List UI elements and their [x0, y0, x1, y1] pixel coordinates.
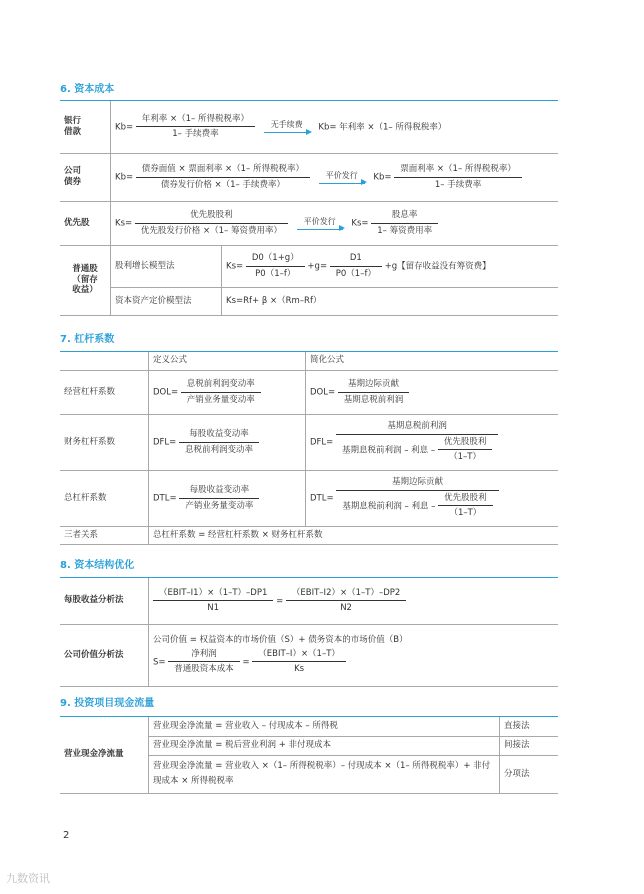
- numerator: 息税前利润变动率: [181, 379, 261, 393]
- row-label: 财务杠杆系数: [60, 414, 149, 470]
- arrow: [264, 120, 310, 133]
- table-row: [60, 153, 558, 201]
- table-row: [60, 201, 558, 245]
- fraction: [394, 164, 522, 190]
- numerator: （EBIT–I1）×（1–T）–DP1: [153, 588, 273, 602]
- fraction: [153, 588, 273, 614]
- row-label: 优先股: [60, 201, 111, 245]
- table-row: [60, 370, 558, 414]
- numerator: 优先股股利: [135, 210, 288, 224]
- table-header-row: [60, 352, 558, 370]
- fraction: [336, 421, 498, 463]
- equals-sign: =: [242, 657, 250, 668]
- formula-lhs: S=: [153, 657, 166, 668]
- equals-sign: =: [276, 596, 284, 607]
- formula-lhs: DTL=: [310, 493, 334, 504]
- numerator: D0（1+g）: [246, 253, 305, 267]
- formula-cell: [222, 245, 559, 287]
- formula-cell: [111, 101, 559, 153]
- numerator: 基期边际贡献: [338, 379, 410, 393]
- formula-rhs: Kb= 年利率 ×（1– 所得税税率）: [318, 122, 447, 133]
- arrow-label: 无手续费: [270, 120, 303, 130]
- watermark: 九数资讯: [6, 872, 50, 885]
- formula-lhs: DOL=: [310, 387, 336, 398]
- column-header: 定义公式: [149, 352, 306, 370]
- numerator: 优先股股利: [438, 437, 493, 451]
- numerator: （EBIT–I2）×（1–T）–DP2: [286, 588, 406, 602]
- method-name: 间接法: [500, 736, 559, 755]
- formula-lhs: Ks=: [226, 261, 244, 272]
- fraction: [136, 164, 310, 190]
- definition-formula: [149, 470, 306, 526]
- row-label: 公司价值分析法: [60, 624, 149, 686]
- fraction: [336, 477, 498, 519]
- formula-lhs: Kb=: [373, 172, 392, 183]
- cash-flow-table: [60, 717, 558, 794]
- table-row: [60, 717, 558, 736]
- fraction: [136, 114, 255, 140]
- numerator: 股息率: [371, 210, 438, 224]
- section-6-title: 6. 资本成本: [60, 84, 115, 95]
- method-name: 资本资产定价模型法: [111, 287, 222, 315]
- cost-of-capital-table: [60, 101, 558, 316]
- simplified-formula: [306, 414, 559, 470]
- formula-cell: 营业现金净流量 = 营业收入 – 付现成本 – 所得税: [149, 717, 500, 736]
- formula-lhs: Ks=: [351, 218, 369, 229]
- numerator: 年利率 ×（1– 所得税税率）: [136, 114, 255, 128]
- numerator: 基期息税前利润: [336, 421, 498, 435]
- arrow-label: 平价发行: [325, 170, 358, 180]
- nested-fraction: [438, 437, 493, 463]
- formula-lhs: Ks=: [115, 218, 133, 229]
- numerator: 债券面值 × 票面利率 ×（1– 所得税税率）: [136, 164, 310, 178]
- row-label: 银行 借款: [60, 101, 111, 153]
- fraction: [286, 588, 406, 614]
- nested-fraction: [438, 493, 493, 519]
- numerator: D1: [330, 253, 382, 267]
- row-label: 公司 债券: [60, 153, 111, 201]
- numerator: （EBIT–I）×（1–T）: [252, 649, 346, 663]
- numerator: 净利润: [168, 649, 240, 663]
- arrow: [297, 217, 343, 230]
- relation-formula: 总杠杆系数 = 经营杠杆系数 × 财务杠杆系数: [149, 526, 559, 544]
- table-row: [60, 624, 558, 686]
- denominator: 产销业务量变动率: [186, 394, 255, 405]
- denominator: Ks: [294, 664, 305, 675]
- leverage-table: [60, 352, 558, 545]
- fraction: [168, 649, 240, 675]
- formula-cell: 营业现金净流量 = 税后营业利润 + 非付现成本: [149, 736, 500, 755]
- row-label: 三者关系: [60, 526, 149, 544]
- formula-cell: [111, 201, 559, 245]
- table-row: [60, 101, 558, 153]
- arrow: [319, 171, 365, 184]
- numerator: 票面利率 ×（1– 所得税税率）: [394, 164, 522, 178]
- denominator: N1: [207, 603, 220, 614]
- arrow-label: 平价发行: [303, 216, 336, 226]
- table-row: [60, 287, 558, 315]
- formula-lhs: Kb=: [115, 172, 134, 183]
- row-label: 普通股 （留存 收益）: [60, 245, 111, 315]
- column-header: 简化公式: [306, 352, 559, 370]
- denominator: （1–T）: [449, 508, 482, 519]
- denominator: P0（1–f）: [255, 268, 296, 279]
- denominator: P0（1–f）: [335, 268, 376, 279]
- denominator: 1– 筹资费用率: [377, 225, 433, 236]
- method-name: 分项法: [500, 755, 559, 793]
- formula-lhs: DFL=: [153, 437, 177, 448]
- formula-lhs: DFL=: [310, 437, 334, 448]
- definition-formula: [149, 370, 306, 414]
- row-label: 营业现金净流量: [60, 717, 149, 793]
- denominator: 优先股发行价格 ×（1– 筹资费用率）: [140, 225, 283, 236]
- capital-structure-table: [60, 578, 558, 687]
- fraction: [330, 253, 382, 279]
- section-8-title: 8. 资本结构优化: [60, 560, 135, 571]
- table-row: [60, 414, 558, 470]
- simplified-formula: [306, 470, 559, 526]
- fraction: [338, 379, 410, 405]
- denominator: [336, 435, 498, 463]
- formula-cell: [149, 624, 559, 686]
- denominator-text: 基期息税前利润 – 利息 –: [342, 445, 436, 456]
- denominator: 1– 手续费率: [434, 179, 482, 190]
- formula-cell: 营业现金净流量 = 营业收入 ×（1– 所得税税率）– 付现成本 ×（1– 所得税税率）+ 非付现成本 × 所得税税率: [149, 755, 500, 793]
- fraction: [181, 379, 261, 405]
- section-7-title: 7. 杠杆系数: [60, 334, 115, 345]
- numerator: 优先股股利: [438, 493, 493, 507]
- formula-mid: +g=: [307, 261, 328, 272]
- formula-tail: +g【留存收益没有筹资费】: [384, 261, 491, 272]
- formula-lhs: Kb=: [115, 122, 134, 133]
- section-9-title: 9. 投资项目现金流量: [60, 698, 155, 709]
- row-label: 每股收益分析法: [60, 578, 149, 624]
- denominator: 基期息税前利润: [343, 394, 404, 405]
- denominator: 普通股资本成本: [174, 664, 234, 675]
- formula-cell: [149, 578, 559, 624]
- formula-line: 公司价值 = 权益资本的市场价值（S）+ 债务资本的市场价值（B）: [153, 635, 408, 646]
- fraction: [371, 210, 438, 236]
- page-number: 2: [63, 830, 70, 841]
- definition-formula: [149, 414, 306, 470]
- denominator: 1– 手续费率: [172, 129, 219, 140]
- fraction: [179, 485, 259, 511]
- denominator: （1–T）: [449, 452, 481, 463]
- fraction: [246, 253, 305, 279]
- formula-cell: [111, 153, 559, 201]
- denominator: 产销业务量变动率: [185, 500, 254, 511]
- denominator: [336, 491, 498, 519]
- method-name: 股利增长模型法: [111, 245, 222, 287]
- row-label: 经营杠杆系数: [60, 370, 149, 414]
- table-row: [60, 470, 558, 526]
- simplified-formula: [306, 370, 559, 414]
- table-row: [60, 526, 558, 544]
- table-row: [60, 245, 558, 287]
- formula-lhs: DOL=: [153, 387, 179, 398]
- numerator: 每股收益变动率: [179, 485, 259, 499]
- fraction: [135, 210, 288, 236]
- fraction: [179, 429, 259, 455]
- row-label: 总杠杆系数: [60, 470, 149, 526]
- method-name: 直接法: [500, 717, 559, 736]
- denominator-text: 基期息税前利润 – 利息 –: [342, 501, 436, 512]
- denominator: 债券发行价格 ×（1– 手续费率）: [160, 179, 285, 190]
- formula-cell: Ks=Rf+ β ×（Rm–Rf）: [222, 287, 559, 315]
- fraction: [252, 649, 346, 675]
- table-row: [60, 578, 558, 624]
- numerator: 每股收益变动率: [179, 429, 259, 443]
- denominator: N2: [340, 603, 352, 614]
- numerator: 基期边际贡献: [336, 477, 498, 491]
- formula-lhs: DTL=: [153, 493, 177, 504]
- denominator: 息税前利润变动率: [185, 444, 254, 455]
